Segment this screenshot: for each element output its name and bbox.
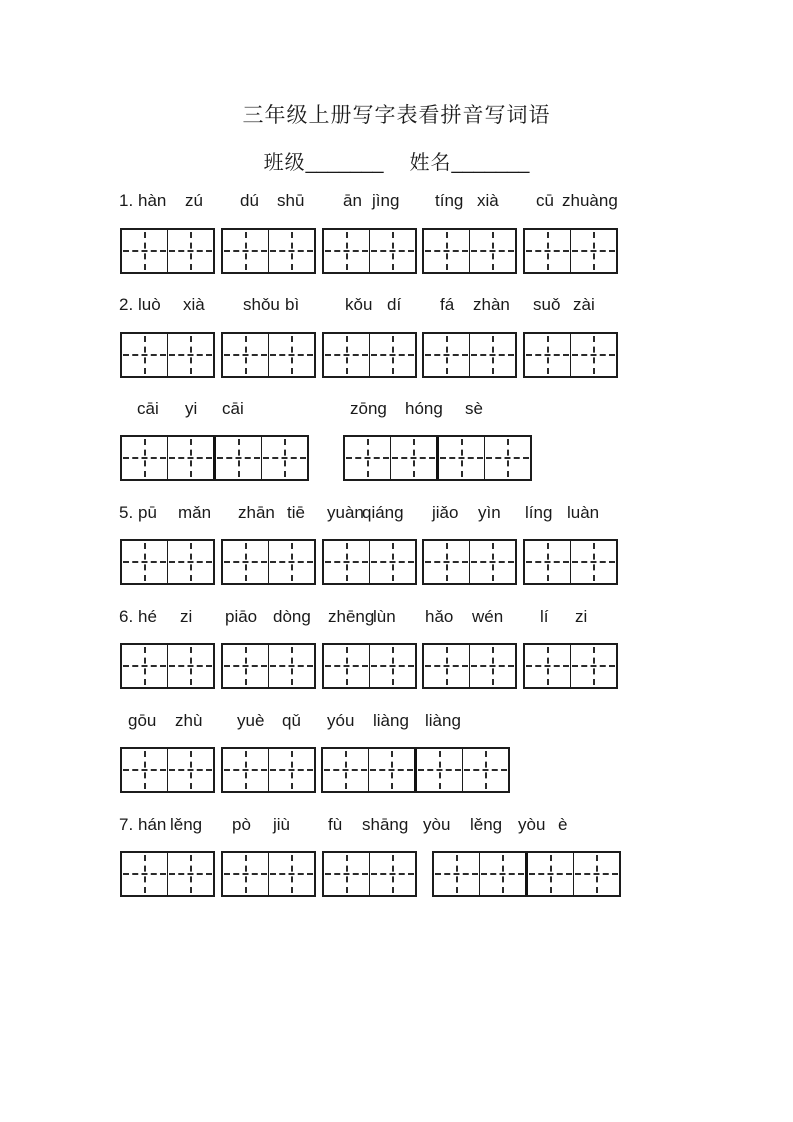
class-name-line: [0, 146, 793, 175]
pinyin-syllable: mǎn: [178, 503, 212, 522]
writing-grid: [221, 228, 316, 274]
writing-grid-cell: [122, 541, 167, 583]
pinyin-syllable: cū: [536, 191, 554, 210]
writing-grid-cell: [324, 541, 369, 583]
writing-grid-cell: [268, 334, 314, 376]
pinyin-syllable: hàn: [138, 191, 167, 210]
writing-grid-cell: [324, 645, 369, 687]
pinyin-syllable: xià: [183, 295, 205, 314]
pinyin-syllable: 2.: [119, 295, 134, 314]
writing-grid: [523, 332, 618, 378]
writing-grid-cell: [323, 749, 368, 791]
writing-grid-cell: [268, 645, 314, 687]
writing-grid-cell: [122, 853, 167, 895]
writing-grid-cell: [369, 334, 415, 376]
pinyin-syllable: tíng: [435, 191, 464, 210]
writing-grid: [221, 539, 316, 585]
writing-grid: [120, 435, 309, 481]
writing-grid-cell: [261, 437, 307, 479]
writing-grid-cell: [167, 437, 213, 479]
writing-grid-cell: [570, 230, 616, 272]
writing-grid: [120, 851, 215, 897]
class-label: 班级: [263, 152, 306, 174]
writing-grid-cell: [469, 230, 515, 272]
pinyin-syllable: zi: [180, 607, 193, 626]
writing-grid-cell: [223, 541, 268, 583]
writing-grid: [322, 539, 417, 585]
pinyin-syllable: fù: [328, 815, 343, 834]
writing-grid-cell: [469, 645, 515, 687]
pinyin-syllable: pò: [232, 815, 251, 834]
writing-grid-cell: [469, 334, 515, 376]
writing-grid: [120, 643, 215, 689]
writing-grid-cell: [324, 334, 369, 376]
pinyin-syllable: kǒu: [345, 295, 373, 314]
writing-grid-cell: [213, 437, 261, 479]
pinyin-row: [0, 604, 793, 629]
writing-grid-cell: [570, 334, 616, 376]
pinyin-syllable: yìn: [478, 503, 501, 522]
writing-grid-cell: [414, 749, 462, 791]
pinyin-syllable: ān: [343, 191, 362, 210]
pinyin-syllable: shāng: [362, 815, 409, 834]
pinyin-syllable: wén: [472, 607, 504, 626]
pinyin-syllable: zài: [573, 295, 595, 314]
pinyin-syllable: yóu: [327, 711, 355, 730]
pinyin-syllable: tiē: [287, 503, 305, 522]
writing-grid: [432, 851, 621, 897]
writing-grid-cell: [324, 853, 369, 895]
writing-grid: [221, 643, 316, 689]
writing-grid: [523, 539, 618, 585]
writing-grid-cell: [369, 645, 415, 687]
writing-grid-cell: [122, 334, 167, 376]
writing-grid-cell: [424, 230, 469, 272]
writing-grid-cell: [167, 334, 213, 376]
pinyin-syllable: shū: [277, 191, 305, 210]
writing-grid: [120, 539, 215, 585]
pinyin-syllable: zi: [575, 607, 588, 626]
writing-grid-cell: [167, 645, 213, 687]
writing-grid-cell: [469, 541, 515, 583]
pinyin-syllable: zhù: [175, 711, 203, 730]
writing-grid: [343, 435, 532, 481]
writing-grid-cell: [369, 230, 415, 272]
writing-grid-cell: [345, 437, 390, 479]
writing-grid-cell: [573, 853, 619, 895]
class-blank: _______: [305, 152, 384, 174]
writing-grid-cell: [525, 334, 570, 376]
pinyin-syllable: gōu: [128, 711, 157, 730]
writing-grid-cell: [268, 230, 314, 272]
pinyin-syllable: qiáng: [362, 503, 404, 522]
writing-grid-row: [0, 228, 793, 274]
writing-grid-cell: [223, 230, 268, 272]
writing-grid-cell: [525, 853, 573, 895]
writing-grid-row: [0, 435, 793, 481]
writing-grid-cell: [223, 853, 268, 895]
writing-grid: [120, 228, 215, 274]
pinyin-syllable: cāi: [137, 399, 159, 418]
writing-grid-row: [0, 643, 793, 689]
pinyin-syllable: jiù: [273, 815, 291, 834]
writing-grid-row: [0, 747, 793, 793]
writing-grid-cell: [570, 541, 616, 583]
pinyin-syllable: lùn: [373, 607, 396, 626]
writing-grid-cell: [434, 853, 479, 895]
pinyin-syllable: yuè: [237, 711, 265, 730]
pinyin-syllable: lí: [540, 607, 549, 626]
pinyin-row: [0, 188, 793, 213]
pinyin-syllable: sè: [465, 399, 483, 418]
pinyin-syllable: dú: [240, 191, 259, 210]
writing-grid: [422, 643, 517, 689]
writing-grid-cell: [122, 230, 167, 272]
writing-grid: [523, 228, 618, 274]
pinyin-syllable: qǔ: [282, 711, 301, 730]
writing-grid-cell: [570, 645, 616, 687]
writing-grid-cell: [369, 853, 415, 895]
writing-grid-cell: [223, 645, 268, 687]
pinyin-syllable: zhàn: [473, 295, 510, 314]
writing-grid-row: [0, 539, 793, 585]
pinyin-syllable: liàng: [373, 711, 409, 730]
writing-grid-cell: [223, 749, 268, 791]
writing-grid-cell: [369, 541, 415, 583]
writing-grid-row: [0, 851, 793, 897]
name-blank: _______: [451, 152, 530, 174]
writing-grid: [523, 643, 618, 689]
pinyin-syllable: shǒu: [243, 295, 280, 314]
pinyin-syllable: 7.: [119, 815, 134, 834]
pinyin-row: [0, 812, 793, 837]
pinyin-syllable: zhuàng: [562, 191, 618, 210]
pinyin-syllable: lěng: [170, 815, 203, 834]
pinyin-syllable: è: [558, 815, 568, 834]
pinyin-syllable: 1.: [119, 191, 134, 210]
writing-grid-cell: [268, 853, 314, 895]
writing-grid-cell: [324, 230, 369, 272]
writing-grid-cell: [462, 749, 508, 791]
pinyin-syllable: líng: [525, 503, 553, 522]
writing-grid: [422, 228, 517, 274]
writing-grid: [221, 851, 316, 897]
writing-grid: [221, 332, 316, 378]
pinyin-syllable: suǒ: [533, 295, 561, 314]
writing-grid-cell: [223, 334, 268, 376]
pinyin-row: [0, 500, 793, 525]
pinyin-syllable: luò: [138, 295, 161, 314]
writing-grid-cell: [268, 749, 314, 791]
pinyin-syllable: dòng: [273, 607, 311, 626]
writing-grid: [120, 747, 215, 793]
writing-grid-cell: [122, 749, 167, 791]
writing-grid-cell: [122, 437, 167, 479]
pinyin-syllable: piāo: [225, 607, 258, 626]
pinyin-syllable: yòu: [423, 815, 451, 834]
pinyin-syllable: bì: [285, 295, 300, 314]
pinyin-syllable: hán: [138, 815, 167, 834]
pinyin-syllable: jìng: [372, 191, 400, 210]
pinyin-syllable: fá: [440, 295, 455, 314]
pinyin-syllable: yi: [185, 399, 198, 418]
pinyin-syllable: zōng: [350, 399, 387, 418]
pinyin-row: [0, 292, 793, 317]
writing-grid: [221, 747, 316, 793]
writing-grid: [322, 643, 417, 689]
writing-grid-cell: [424, 645, 469, 687]
writing-grid-cell: [167, 749, 213, 791]
pinyin-syllable: pū: [138, 503, 157, 522]
writing-grid-cell: [368, 749, 414, 791]
writing-grid-cell: [424, 541, 469, 583]
pinyin-syllable: cāi: [222, 399, 244, 418]
pinyin-row: [0, 396, 793, 421]
writing-grid-cell: [484, 437, 530, 479]
writing-grid-cell: [436, 437, 484, 479]
writing-grid: [322, 851, 417, 897]
pinyin-syllable: 6.: [119, 607, 134, 626]
writing-grid-cell: [525, 645, 570, 687]
writing-grid-cell: [167, 230, 213, 272]
pinyin-syllable: hé: [138, 607, 157, 626]
pinyin-syllable: lěng: [470, 815, 503, 834]
worksheet-title: 三年级上册写字表看拼音写词语: [242, 104, 551, 127]
pinyin-syllable: zhēng: [328, 607, 375, 626]
pinyin-syllable: zhān: [238, 503, 275, 522]
writing-grid-row: [0, 332, 793, 378]
pinyin-syllable: dí: [387, 295, 402, 314]
writing-grid: [322, 332, 417, 378]
writing-grid-cell: [167, 853, 213, 895]
pinyin-syllable: hóng: [405, 399, 443, 418]
writing-grid: [422, 539, 517, 585]
writing-grid: [422, 332, 517, 378]
writing-grid: [322, 228, 417, 274]
pinyin-syllable: liàng: [425, 711, 461, 730]
pinyin-row: [0, 708, 793, 733]
pinyin-syllable: zú: [185, 191, 203, 210]
writing-grid: [120, 332, 215, 378]
writing-grid-cell: [390, 437, 436, 479]
pinyin-syllable: yuàn: [327, 503, 364, 522]
writing-grid-cell: [424, 334, 469, 376]
pinyin-syllable: jiǎo: [432, 503, 459, 522]
pinyin-syllable: luàn: [567, 503, 600, 522]
name-label: 姓名: [409, 152, 452, 174]
writing-grid-cell: [167, 541, 213, 583]
pinyin-syllable: hǎo: [425, 607, 454, 626]
pinyin-syllable: xià: [477, 191, 499, 210]
writing-grid: [321, 747, 510, 793]
writing-grid-cell: [122, 645, 167, 687]
writing-grid-cell: [268, 541, 314, 583]
pinyin-syllable: 5.: [119, 503, 134, 522]
writing-grid-cell: [525, 230, 570, 272]
writing-grid-cell: [525, 541, 570, 583]
pinyin-syllable: yòu: [518, 815, 546, 834]
writing-grid-cell: [479, 853, 525, 895]
